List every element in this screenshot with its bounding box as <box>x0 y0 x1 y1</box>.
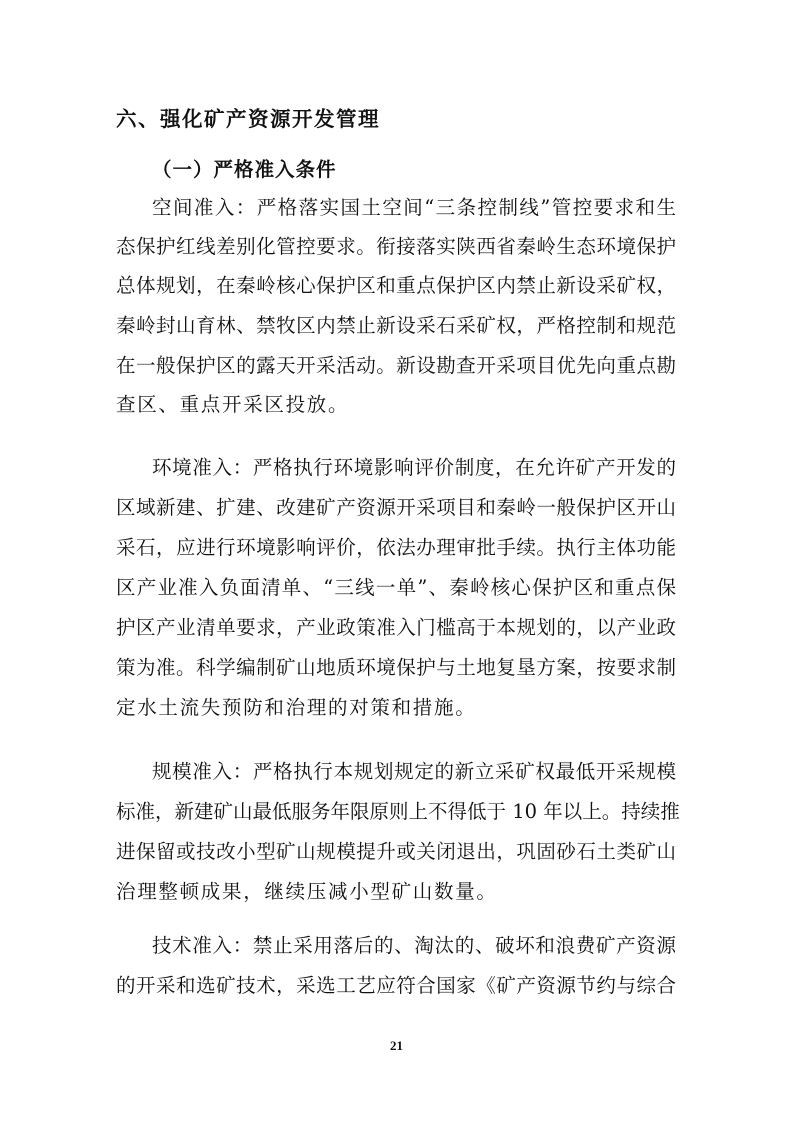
paragraph-line: 技术准入：禁止采用落后的、淘汰的、破坏和浪费矿产资源 <box>152 934 676 957</box>
paragraph-line: 秦岭封山育林、禁牧区内禁止新设采石采矿权，严格控制和规范 <box>116 314 676 337</box>
paragraph-line: 进保留或技改小型矿山规模提升或关闭退出，巩固砂石土类矿山 <box>116 840 676 863</box>
paragraph-line: 查区、重点开采区投放。 <box>116 393 350 416</box>
paragraph-line: 护区产业清单要求，产业政策准入门槛高于本规划的，以产业政 <box>116 616 676 639</box>
section-heading: 六、强化矿产资源开发管理 <box>116 107 380 131</box>
paragraph-line: 治理整顿成果，继续压减小型矿山数量。 <box>116 880 498 903</box>
paragraph-line: 标准，新建矿山最低服务年限原则上不得低于 10 年以上。持续推 <box>116 800 680 823</box>
paragraph-line: 的开采和选矿技术，采选工艺应符合国家《矿产资源节约与综合 <box>116 974 676 997</box>
paragraph-line: 空间准入：严格落实国土空间“三条控制线”管控要求和生 <box>152 196 676 219</box>
paragraph-line: 规模准入：严格执行本规划规定的新立采矿权最低开采规模 <box>152 760 676 783</box>
page-number: 21 <box>390 1038 403 1053</box>
paragraph-line: 总体规划，在秦岭核心保护区和重点保护区内禁止新设采矿权， <box>116 274 676 297</box>
paragraph-line: 策为准。科学编制矿山地质环境保护与土地复垦方案，按要求制 <box>116 656 676 679</box>
paragraph-line: 区产业准入负面清单、“三线一单”、秦岭核心保护区和重点保 <box>116 576 676 599</box>
subsection-heading: （一）严格准入条件 <box>152 158 337 181</box>
paragraph-line: 态保护红线差别化管控要求。衔接落实陕西省秦岭生态环境保护 <box>116 235 676 258</box>
paragraph-line: 环境准入：严格执行环境影响评价制度，在允许矿产开发的 <box>152 456 676 479</box>
paragraph-line: 在一般保护区的露天开采活动。新设勘查开采项目优先向重点勘 <box>116 354 676 377</box>
paragraph-line: 定水土流失预防和治理的对策和措施。 <box>116 696 477 719</box>
paragraph-line: 区域新建、扩建、改建矿产资源开采项目和秦岭一般保护区开山 <box>116 496 676 519</box>
paragraph-line: 采石，应进行环境影响评价，依法办理审批手续。执行主体功能 <box>116 536 676 559</box>
